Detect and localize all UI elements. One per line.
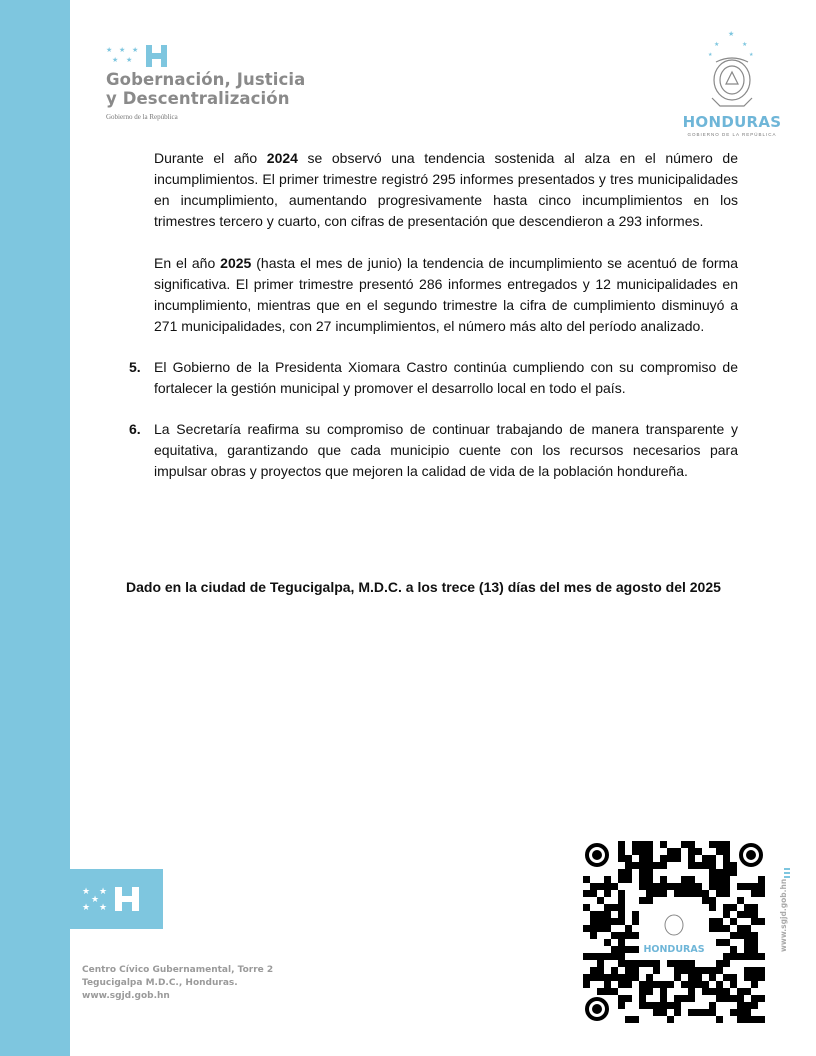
url-accent-bars: [784, 868, 790, 880]
document-body: [129, 148, 738, 502]
brand-title: [106, 70, 366, 108]
svg-text:★: ★: [749, 52, 754, 58]
year-2025: 2025: [220, 255, 252, 271]
date-line: Dado en la ciudad de Tegucigalpa, M.D.C. a los trece (13) días del mes de agosto del 2025: [126, 579, 721, 595]
svg-text:★: ★: [132, 46, 139, 54]
item-text: El Gobierno de la Presidenta Xiomara Castro continúa cumpliendo con su compromiso de fortalecer la gestión municipal y promover el desarrollo local en todo el país.: [154, 359, 738, 396]
paragraph-2025: En el año 2025 (hasta el mes de junio) la tendencia de incumplimiento se acentuó de forma significativa. El primer trimestre presentó 286 informes entregados y 12 municipalidades en incumplimiento, mientras que en el segundo trimestre la cifra de cumplimiento disminuyó a 271 municipalidades, con 27 incumplimientos, el número más alto del período analizado.: [154, 255, 738, 334]
svg-text:★: ★: [708, 52, 713, 58]
qr-code[interactable]: [583, 841, 765, 1023]
left-color-band: [0, 0, 70, 1056]
svg-text:★: ★: [119, 46, 126, 54]
svg-text:★: ★: [126, 56, 133, 64]
qr-center-label: HONDURAS: [643, 944, 705, 955]
svg-text:★: ★: [99, 887, 108, 897]
svg-text:★: ★: [112, 56, 119, 64]
emblem-word: HONDURAS: [682, 113, 782, 131]
numbered-item-5: [129, 357, 738, 399]
brand-title-line2: y Descentralización: [106, 89, 290, 108]
item-number: 5.: [129, 359, 141, 375]
brand-title-line1: Gobernación, Justicia: [106, 70, 306, 89]
item-text: La Secretaría reafirma su compromiso de continuar trabajando de manera transparente y equitativa, garantizando que cada municipio cuente con los recursos necesarios para impulsar obras y proyectos que mejoren la calidad de vida de la población hondureña.: [154, 421, 738, 479]
svg-text:★: ★: [742, 41, 748, 48]
footer-logo: [70, 869, 163, 929]
svg-text:★: ★: [82, 903, 91, 913]
brand-subtitle: Gobierno de la República: [106, 113, 178, 121]
vertical-url: www.sgjd.gob.hn: [779, 878, 788, 952]
qr-code-icon: [583, 841, 765, 1023]
honduras-stars-h-icon: [70, 869, 163, 929]
coat-of-arms-icon: [676, 28, 788, 112]
address-line3: www.sgjd.gob.hn: [82, 991, 170, 1001]
svg-text:★: ★: [91, 895, 100, 905]
emblem-subtitle: GOBIERNO DE LA REPÚBLICA: [687, 132, 777, 137]
honduras-stars-h-logo-icon: [106, 42, 176, 70]
year-2024: 2024: [266, 150, 298, 166]
footer-address: [82, 964, 273, 1003]
svg-text:★: ★: [99, 903, 108, 913]
svg-text:★: ★: [728, 30, 735, 38]
svg-text:★: ★: [714, 41, 720, 48]
numbered-item-6: [129, 419, 738, 482]
svg-text:★: ★: [106, 46, 113, 54]
paragraph-2024: Durante el año 2024 se observó una tendencia sostenida al alza en el número de incumplimientos. El primer trimestre registró 295 informes presentados y tres municipalidades en incumplimiento, aumentando progresivamente hasta cinco incumplimientos en los trimestres tercero y cuarto, con cifras de presentación que descendieron a 293 informes.: [154, 150, 738, 229]
svg-text:★: ★: [82, 887, 91, 897]
address-line1: Centro Cívico Gubernamental, Torre 2: [82, 965, 274, 975]
item-number: 6.: [129, 421, 141, 437]
honduras-emblem: [676, 28, 788, 137]
address-line2: Tegucigalpa M.D.C., Honduras.: [82, 978, 238, 988]
